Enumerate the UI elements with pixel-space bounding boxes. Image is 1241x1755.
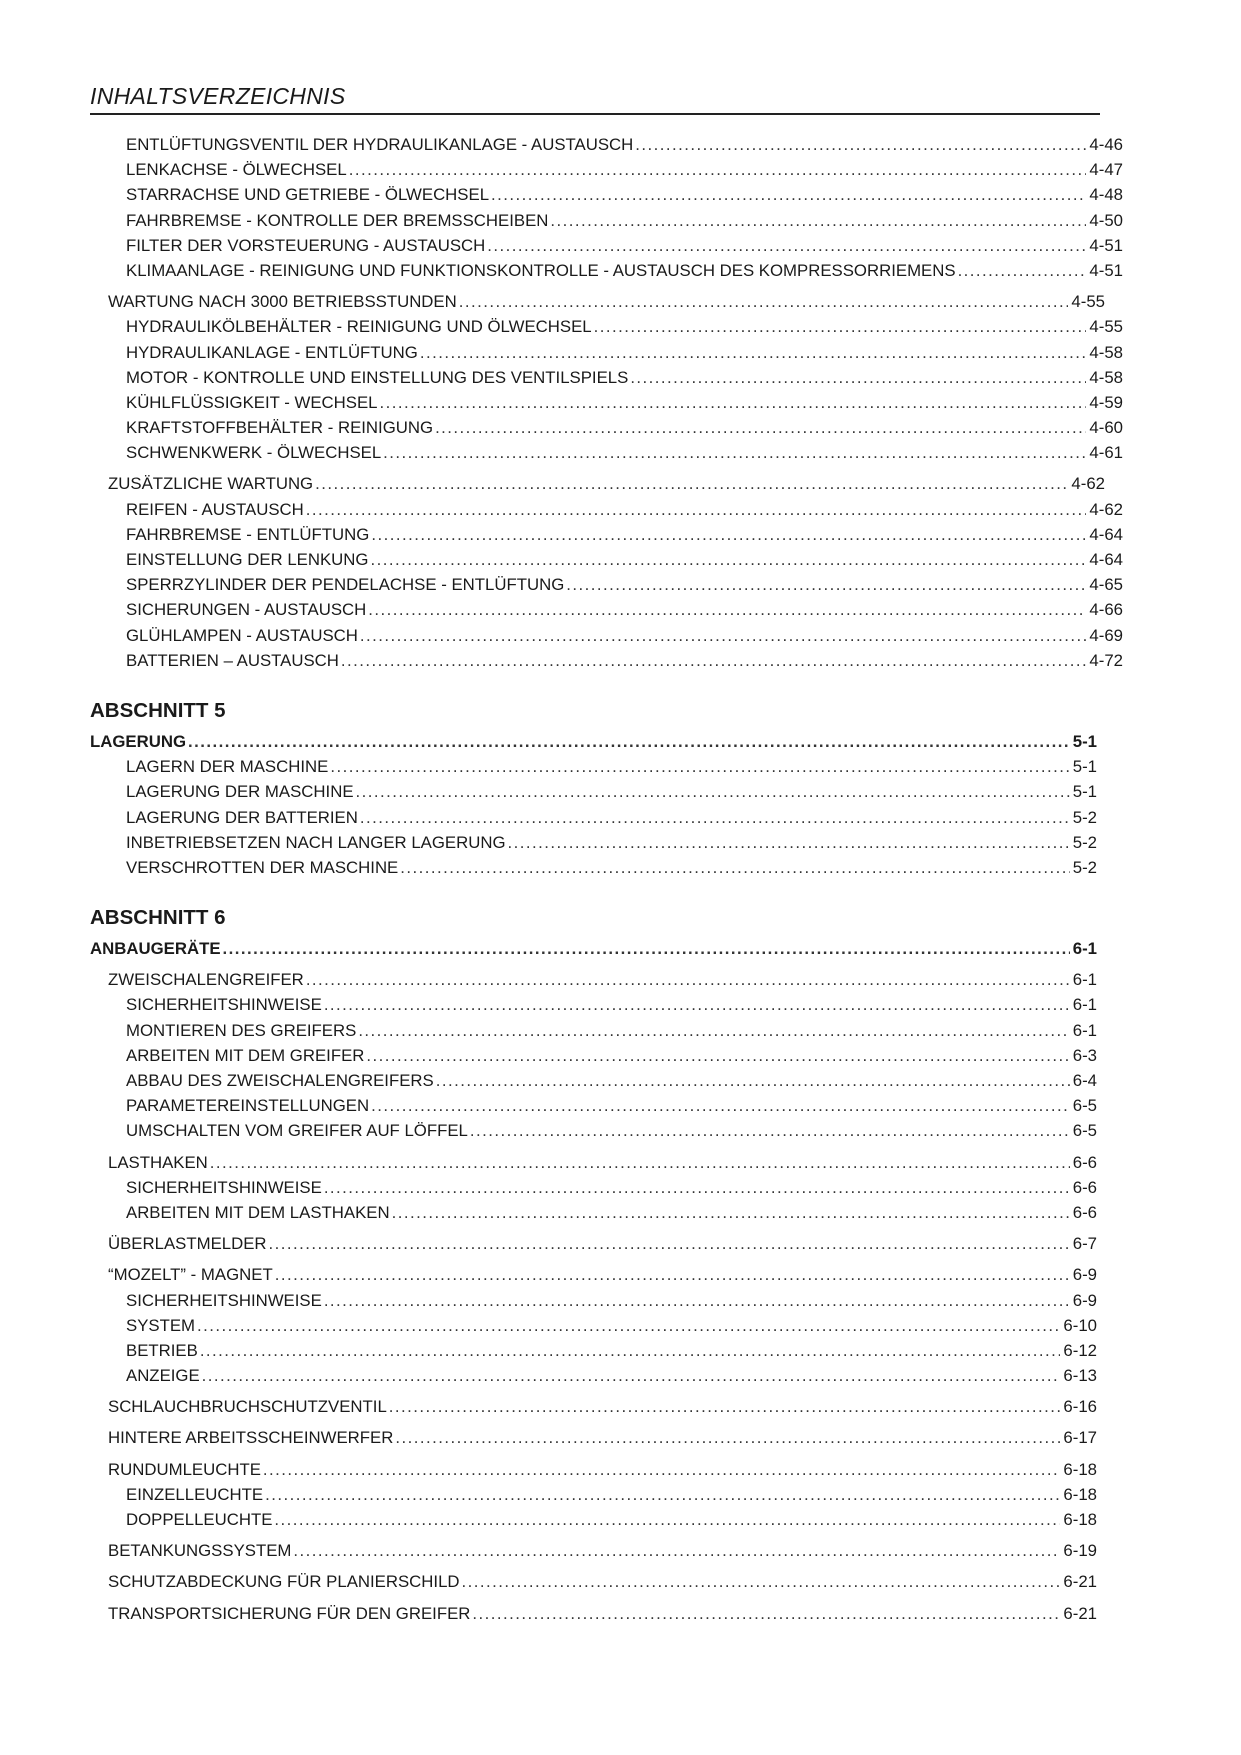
dot-leader (223, 936, 1070, 961)
dot-leader (200, 1338, 1061, 1363)
toc-entry[interactable] (90, 1457, 1097, 1482)
toc-entry[interactable] (90, 1507, 1097, 1532)
dot-leader (389, 1394, 1061, 1419)
toc-entry[interactable] (90, 340, 1123, 365)
dot-leader (324, 992, 1070, 1017)
toc-entry-page: 6-17 (1063, 1428, 1097, 1448)
dot-leader (379, 390, 1086, 415)
section-heading: ABSCHNITT 6 (90, 906, 226, 930)
dot-leader (197, 1313, 1060, 1338)
dot-leader (395, 1425, 1060, 1450)
dot-leader (306, 967, 1070, 992)
toc-entry-title: ABBAU DES ZWEISCHALENGREIFERS (126, 1071, 434, 1090)
toc-entry-title: HYDRAULIKANLAGE - ENTLÜFTUNG (126, 342, 418, 362)
dot-leader (459, 289, 1069, 314)
toc-entry[interactable] (90, 967, 1097, 992)
dot-leader (263, 1457, 1061, 1482)
toc-entry-title: ANBAUGERÄTE (90, 939, 221, 959)
toc-entry-title: EINSTELLUNG DER LENKUNG (126, 550, 369, 569)
toc-entry-title: ÜBERLASTMELDER (108, 1234, 267, 1254)
toc-entry-page: 6-7 (1072, 1234, 1097, 1254)
toc-entry[interactable] (90, 547, 1123, 572)
page-header (90, 82, 1100, 115)
toc-entry-page: 4-51 (1089, 235, 1123, 255)
toc-entry[interactable] (90, 830, 1097, 855)
toc-entry[interactable] (90, 208, 1123, 233)
toc-group (90, 1150, 1097, 1226)
toc-entry-page: 5-1 (1072, 757, 1097, 777)
toc-entry[interactable] (90, 1018, 1097, 1043)
toc-entry-title: WARTUNG NACH 3000 BETRIEBSSTUNDEN (108, 292, 457, 312)
toc-entry-title: KÜHLFLÜSSIGKEIT - WECHSEL (126, 392, 378, 412)
toc-entry-title: HINTERE ARBEITSSCHEINWERFER (108, 1428, 394, 1448)
toc-entry-page: 6-1 (1072, 995, 1097, 1015)
toc-entry[interactable] (90, 1569, 1097, 1594)
toc-entry-page: 6-18 (1063, 1459, 1097, 1479)
toc-entry-page: 4-64 (1089, 550, 1123, 569)
toc-entry[interactable] (90, 258, 1123, 283)
toc-entry-page: 4-66 (1089, 600, 1123, 620)
toc-entry-title: FAHRBREMSE - KONTROLLE DER BREMSSCHEIBEN (126, 210, 549, 230)
toc-entry[interactable] (90, 415, 1123, 440)
dot-leader (324, 1288, 1070, 1313)
toc-entry[interactable] (90, 1338, 1097, 1363)
toc-entry[interactable] (90, 597, 1123, 622)
dot-leader (202, 1363, 1061, 1388)
toc-entry-title: ARBEITEN MIT DEM LASTHAKEN (126, 1202, 390, 1222)
toc-entry-page: 4-59 (1089, 392, 1123, 412)
toc-entry[interactable] (90, 314, 1123, 339)
dot-leader (420, 340, 1087, 365)
toc-entry[interactable] (90, 390, 1123, 415)
toc-entry-title: LAGERUNG (90, 731, 187, 751)
section-heading: ABSCHNITT 5 (90, 698, 226, 722)
toc-section (90, 904, 1097, 1626)
toc-entry-page: 4-61 (1089, 443, 1123, 463)
toc-entry-title: ZWEISCHALENGREIFER (108, 970, 304, 990)
dot-leader (635, 132, 1086, 157)
toc-group (90, 1538, 1097, 1563)
toc-entry[interactable] (90, 1482, 1097, 1507)
dot-leader (349, 157, 1087, 182)
toc-entry[interactable] (90, 729, 1097, 754)
toc-entry-page: 4-58 (1089, 342, 1123, 362)
toc-entry-title: KLIMAANLAGE - REINIGUNG UND FUNKTIONSKONTROLLE - AUSTAUSCH DES KOMPRESSORRIEMENS (126, 260, 956, 280)
toc-section (90, 132, 1123, 673)
toc-group (90, 936, 1097, 961)
toc-entry-title: EINZELLEUCHTE (126, 1484, 264, 1504)
toc-entry-page: 4-62 (1071, 474, 1105, 494)
toc-group (90, 1569, 1097, 1594)
toc-entry-title: ENTLÜFTUNGSVENTIL DER HYDRAULIKANLAGE - AUSTAUSCH (126, 135, 634, 154)
dot-leader (550, 208, 1086, 233)
toc-entry[interactable] (90, 1363, 1097, 1388)
toc-entry-title: LAGERUNG DER BATTERIEN (126, 807, 358, 827)
toc-entry[interactable] (90, 1425, 1097, 1450)
toc-entry-title: MONTIEREN DES GREIFERS (126, 1020, 357, 1040)
toc-entry-title: SPERRZYLINDER DER PENDELACHSE - ENTLÜFTUNG (126, 575, 565, 595)
toc-entry-page: 4-62 (1089, 499, 1123, 519)
dot-leader (306, 497, 1087, 522)
toc-entry-title: SICHERUNGEN - AUSTAUSCH (126, 600, 367, 620)
dot-leader (265, 1482, 1060, 1507)
dot-leader (435, 415, 1086, 440)
toc-entry[interactable] (90, 1175, 1097, 1200)
dot-leader (315, 471, 1068, 496)
toc-entry-page: 6-21 (1063, 1603, 1097, 1623)
toc-entry-title: SICHERHEITSHINWEISE (126, 1290, 322, 1310)
toc-entry-page: 6-18 (1063, 1484, 1097, 1504)
dot-leader (366, 1043, 1069, 1068)
dot-leader (392, 1200, 1070, 1225)
toc-entry-title: “MOZELT” - MAGNET (108, 1265, 273, 1285)
toc-entry-title: BETANKUNGSSYSTEM (108, 1541, 292, 1561)
toc-entry-title: GLÜHLAMPEN - AUSTAUSCH (126, 625, 358, 645)
toc-entry[interactable] (90, 182, 1123, 207)
table-of-contents (90, 132, 1123, 1626)
toc-entry-page: 6-5 (1072, 1121, 1097, 1141)
dot-leader (383, 440, 1086, 465)
dot-leader (594, 314, 1087, 339)
toc-group (90, 1457, 1097, 1533)
dot-leader (470, 1118, 1070, 1143)
toc-entry-page: 5-2 (1072, 857, 1097, 877)
toc-entry[interactable] (90, 1288, 1097, 1313)
toc-entry-title: ANZEIGE (126, 1366, 200, 1386)
toc-entry-page: 6-19 (1063, 1541, 1097, 1561)
dot-leader (341, 648, 1086, 673)
toc-entry[interactable] (90, 1150, 1097, 1175)
toc-entry-title: SICHERHEITSHINWEISE (126, 995, 322, 1015)
toc-entry-title: RUNDUMLEUCHTE (108, 1459, 261, 1479)
toc-entry-page: 6-1 (1072, 939, 1097, 959)
dot-leader (360, 805, 1070, 830)
toc-entry-page: 6-9 (1072, 1265, 1097, 1285)
dot-leader (436, 1068, 1070, 1093)
toc-entry-title: SCHLAUCHBRUCHSCHUTZVENTIL (108, 1397, 387, 1417)
toc-entry[interactable] (90, 805, 1097, 830)
toc-entry-title: UMSCHALTEN VOM GREIFER AUF LÖFFEL (126, 1121, 468, 1141)
toc-entry-title: HYDRAULIKÖLBEHÄLTER - REINIGUNG UND ÖLWECHSEL (126, 317, 592, 337)
toc-entry[interactable] (90, 522, 1123, 547)
toc-entry[interactable] (90, 855, 1097, 880)
toc-entry-page: 4-48 (1089, 185, 1123, 205)
toc-entry-title: REIFEN - AUSTAUSCH (126, 499, 304, 519)
toc-entry-page: 4-58 (1089, 367, 1123, 387)
toc-entry[interactable] (90, 754, 1097, 779)
toc-group (90, 1231, 1097, 1256)
dot-leader (491, 182, 1086, 207)
toc-entry[interactable] (90, 471, 1105, 496)
toc-entry-title: DOPPELLEUCHTE (126, 1510, 273, 1529)
toc-entry-title: ARBEITEN MIT DEM GREIFER (126, 1045, 365, 1065)
toc-entry[interactable] (90, 497, 1123, 522)
toc-group (90, 729, 1097, 880)
toc-entry[interactable] (90, 440, 1123, 465)
toc-group (90, 1601, 1097, 1626)
toc-entry-title: BATTERIEN – AUSTAUSCH (126, 650, 339, 670)
toc-group (90, 1394, 1097, 1419)
toc-entry[interactable] (90, 992, 1097, 1017)
toc-entry-page: 4-50 (1089, 210, 1123, 230)
toc-entry-page: 6-10 (1063, 1315, 1097, 1335)
toc-entry-title: SCHUTZABDECKUNG FÜR PLANIERSCHILD (108, 1572, 460, 1592)
toc-entry-title: ZUSÄTZLICHE WARTUNG (108, 474, 314, 494)
toc-entry-title: BETRIEB (126, 1340, 198, 1360)
toc-entry-page: 4-60 (1089, 418, 1123, 438)
toc-entry-title: FILTER DER VORSTEUERUNG - AUSTAUSCH (126, 235, 486, 255)
dot-leader (274, 1507, 1060, 1532)
dot-leader (293, 1538, 1060, 1563)
toc-entry[interactable] (90, 1601, 1097, 1626)
toc-entry-page: 6-6 (1072, 1177, 1097, 1197)
toc-entry-title: MOTOR - KONTROLLE UND EINSTELLUNG DES VENTILSPIELS (126, 367, 629, 387)
toc-entry-title: LENKACHSE - ÖLWECHSEL (126, 160, 347, 180)
toc-entry-page: 4-47 (1089, 160, 1123, 180)
toc-entry[interactable] (90, 132, 1123, 157)
toc-entry-title: SICHERHEITSHINWEISE (126, 1177, 322, 1197)
toc-entry[interactable] (90, 1313, 1097, 1338)
toc-group (90, 1262, 1097, 1388)
toc-entry[interactable] (90, 1394, 1097, 1419)
toc-entry-page: 5-2 (1072, 807, 1097, 827)
toc-entry-page: 4-55 (1089, 317, 1123, 337)
dot-leader (324, 1175, 1070, 1200)
dot-leader (210, 1150, 1070, 1175)
page-title: INHALTSVERZEICHNIS (90, 83, 346, 109)
toc-entry-title: LAGERUNG DER MASCHINE (126, 782, 354, 802)
toc-entry-title: TRANSPORTSICHERUNG FÜR DEN GREIFER (108, 1603, 471, 1623)
toc-entry-page: 4-72 (1089, 650, 1123, 670)
toc-entry[interactable] (90, 1200, 1097, 1225)
toc-entry-page: 4-46 (1089, 135, 1123, 154)
dot-leader (400, 855, 1069, 880)
dot-leader (368, 597, 1086, 622)
toc-entry[interactable] (90, 1118, 1097, 1143)
dot-leader (630, 365, 1086, 390)
toc-entry-page: 4-55 (1071, 292, 1105, 312)
toc-entry-title: INBETRIEBSETZEN NACH LANGER LAGERUNG (126, 832, 506, 852)
toc-entry-page: 6-18 (1063, 1510, 1097, 1529)
toc-entry-title: LASTHAKEN (108, 1152, 208, 1172)
dot-leader (508, 830, 1070, 855)
toc-entry[interactable] (90, 365, 1123, 390)
dot-leader (472, 1601, 1060, 1626)
toc-entry[interactable] (90, 779, 1097, 804)
toc-entry-page: 5-1 (1072, 782, 1097, 802)
toc-entry[interactable] (90, 1043, 1097, 1068)
toc-entry[interactable] (90, 572, 1123, 597)
toc-entry[interactable] (90, 1231, 1097, 1256)
dot-leader (487, 233, 1086, 258)
dot-leader (566, 572, 1086, 597)
toc-entry[interactable] (90, 1093, 1097, 1118)
toc-entry-page: 6-9 (1072, 1290, 1097, 1310)
toc-entry-page: 4-64 (1089, 524, 1123, 544)
toc-entry-page: 4-51 (1089, 260, 1123, 280)
toc-entry-title: PARAMETEREINSTELLUNGEN (126, 1096, 370, 1116)
toc-entry-page: 6-12 (1063, 1340, 1097, 1360)
dot-leader (958, 258, 1087, 283)
toc-entry-page: 6-16 (1063, 1397, 1097, 1417)
toc-entry-page: 6-21 (1063, 1572, 1097, 1592)
toc-group (90, 471, 1123, 673)
toc-entry-page: 5-2 (1072, 832, 1097, 852)
dot-leader (188, 729, 1070, 754)
toc-group (90, 132, 1123, 283)
dot-leader (370, 547, 1086, 572)
toc-entry[interactable] (90, 623, 1123, 648)
toc-entry[interactable] (90, 289, 1105, 314)
toc-group (90, 1425, 1097, 1450)
toc-entry-page: 6-4 (1072, 1071, 1097, 1090)
toc-entry-title: STARRACHSE UND GETRIEBE - ÖLWECHSEL (126, 185, 490, 205)
dot-leader (356, 779, 1070, 804)
toc-entry-title: SYSTEM (126, 1315, 196, 1335)
toc-entry[interactable] (90, 233, 1123, 258)
toc-entry-page: 4-65 (1089, 575, 1123, 595)
toc-entry-page: 6-5 (1072, 1096, 1097, 1116)
toc-entry-page: 4-69 (1089, 625, 1123, 645)
dot-leader (371, 1093, 1070, 1118)
toc-entry-title: SCHWENKWERK - ÖLWECHSEL (126, 443, 382, 463)
toc-entry-page: 6-1 (1072, 970, 1097, 990)
dot-leader (360, 623, 1087, 648)
toc-entry[interactable] (90, 1262, 1097, 1287)
toc-entry[interactable] (90, 1068, 1097, 1093)
toc-section (90, 697, 1097, 880)
toc-entry[interactable] (90, 648, 1123, 673)
toc-entry-title: FAHRBREMSE - ENTLÜFTUNG (126, 524, 370, 544)
dot-leader (358, 1018, 1069, 1043)
toc-entry-title: LAGERN DER MASCHINE (126, 757, 329, 777)
dot-leader (275, 1262, 1070, 1287)
toc-entry[interactable] (90, 1538, 1097, 1563)
toc-entry-page: 6-6 (1072, 1152, 1097, 1172)
dot-leader (269, 1231, 1070, 1256)
dot-leader (462, 1569, 1061, 1594)
toc-entry-title: KRAFTSTOFFBEHÄLTER - REINIGUNG (126, 418, 434, 438)
toc-entry-title: VERSCHROTTEN DER MASCHINE (126, 857, 399, 877)
dot-leader (371, 522, 1086, 547)
toc-entry-page: 6-13 (1063, 1366, 1097, 1386)
toc-entry[interactable] (90, 157, 1123, 182)
toc-group (90, 967, 1097, 1143)
toc-entry[interactable] (90, 936, 1097, 961)
toc-entry-page: 6-6 (1072, 1202, 1097, 1222)
toc-group (90, 289, 1123, 465)
dot-leader (330, 754, 1069, 779)
toc-entry-page: 6-1 (1072, 1020, 1097, 1040)
toc-entry-page: 5-1 (1072, 731, 1097, 751)
toc-entry-page: 6-3 (1072, 1045, 1097, 1065)
